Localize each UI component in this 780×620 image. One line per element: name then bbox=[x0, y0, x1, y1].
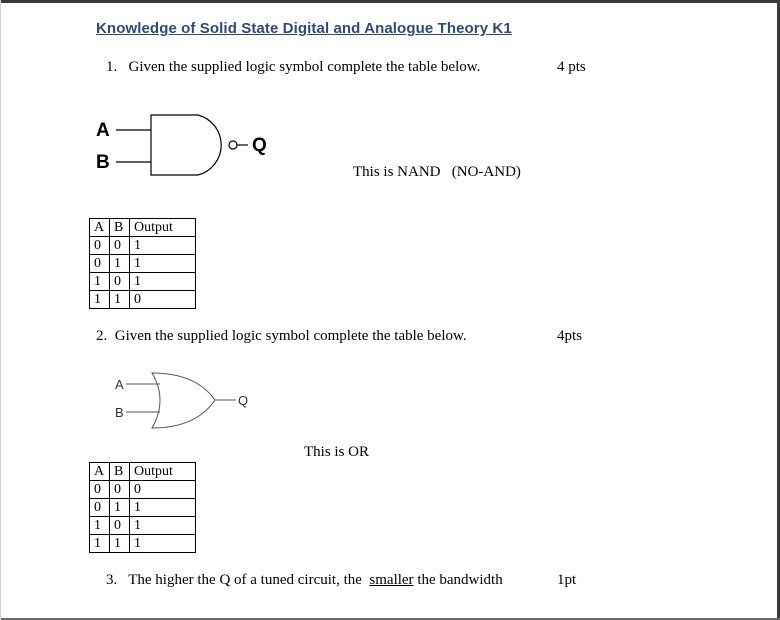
table-cell: 1 bbox=[90, 291, 110, 309]
nand-output-q-label: Q bbox=[252, 135, 267, 156]
table-header-cell: B bbox=[110, 219, 130, 237]
table-cell: 1 bbox=[130, 499, 196, 517]
table-header-row bbox=[90, 219, 196, 237]
window-top-border bbox=[0, 0, 780, 3]
table-cell: 1 bbox=[130, 255, 196, 273]
table-row bbox=[90, 481, 196, 499]
document-title: Knowledge of Solid State Digital and Analogue Theory K1 bbox=[96, 20, 512, 37]
table-cell: 1 bbox=[110, 291, 130, 309]
table-header-cell: A bbox=[90, 463, 110, 481]
table-cell: 1 bbox=[130, 273, 196, 291]
table-row bbox=[90, 499, 196, 517]
question-1-text: Given the supplied logic symbol complete the table below. bbox=[128, 59, 481, 75]
table-cell: 0 bbox=[90, 237, 110, 255]
question-2-text: Given the supplied logic symbol complete the table below. bbox=[114, 328, 467, 344]
table-cell: 1 bbox=[110, 255, 130, 273]
question-3-answer: smaller bbox=[369, 572, 414, 588]
question-1 bbox=[106, 59, 480, 76]
question-2-points: 4pts bbox=[557, 328, 583, 344]
table-row bbox=[90, 255, 196, 273]
question-3-text-before: The higher the Q of a tuned circuit, the bbox=[128, 572, 362, 588]
or-gate-symbol bbox=[108, 370, 268, 434]
table-cell: 0 bbox=[110, 481, 130, 499]
table-cell: 0 bbox=[90, 255, 110, 273]
table-header-cell: A bbox=[90, 219, 110, 237]
table-cell: 0 bbox=[130, 481, 196, 499]
question-1-caption: This is NAND (NO-AND) bbox=[353, 164, 521, 180]
table-header-row bbox=[90, 463, 196, 481]
nand-input-a-label: A bbox=[96, 120, 110, 141]
table-cell: 1 bbox=[110, 499, 130, 517]
question-3 bbox=[106, 572, 503, 589]
table-row bbox=[90, 273, 196, 291]
table-cell: 1 bbox=[110, 535, 130, 553]
truth-table-2 bbox=[89, 462, 196, 553]
table-cell: 0 bbox=[110, 517, 130, 535]
table-row bbox=[90, 291, 196, 309]
table-cell: 0 bbox=[110, 237, 130, 255]
table-cell: 1 bbox=[130, 535, 196, 553]
table-header-cell: Output bbox=[130, 463, 196, 481]
table-cell: 0 bbox=[90, 499, 110, 517]
window-left-border bbox=[0, 0, 1, 620]
table-cell: 1 bbox=[130, 237, 196, 255]
nand-gate-symbol bbox=[90, 106, 280, 182]
table-header-cell: Output bbox=[130, 219, 196, 237]
table-cell: 0 bbox=[110, 273, 130, 291]
table-cell: 1 bbox=[90, 273, 110, 291]
table-cell: 1 bbox=[90, 517, 110, 535]
question-3-text-after: the bandwidth bbox=[417, 572, 503, 588]
question-1-points: 4 pts bbox=[557, 59, 586, 75]
truth-table-1 bbox=[89, 218, 196, 309]
table-row bbox=[90, 237, 196, 255]
table-header-cell: B bbox=[110, 463, 130, 481]
or-input-a-label: A bbox=[115, 377, 124, 392]
question-3-points: 1pt bbox=[557, 572, 577, 588]
question-2 bbox=[96, 328, 467, 345]
table-row bbox=[90, 535, 196, 553]
question-1-number: 1. bbox=[106, 59, 118, 75]
question-2-caption: This is OR bbox=[304, 444, 370, 460]
or-output-q-label: Q bbox=[238, 393, 249, 408]
table-cell: 1 bbox=[90, 535, 110, 553]
question-3-number: 3. bbox=[106, 572, 118, 588]
or-input-b-label: B bbox=[115, 405, 124, 420]
table-cell: 1 bbox=[130, 517, 196, 535]
table-cell: 0 bbox=[90, 481, 110, 499]
nand-input-b-label: B bbox=[96, 152, 110, 173]
table-cell: 0 bbox=[130, 291, 196, 309]
table-row bbox=[90, 517, 196, 535]
question-2-number: 2. bbox=[96, 328, 108, 344]
